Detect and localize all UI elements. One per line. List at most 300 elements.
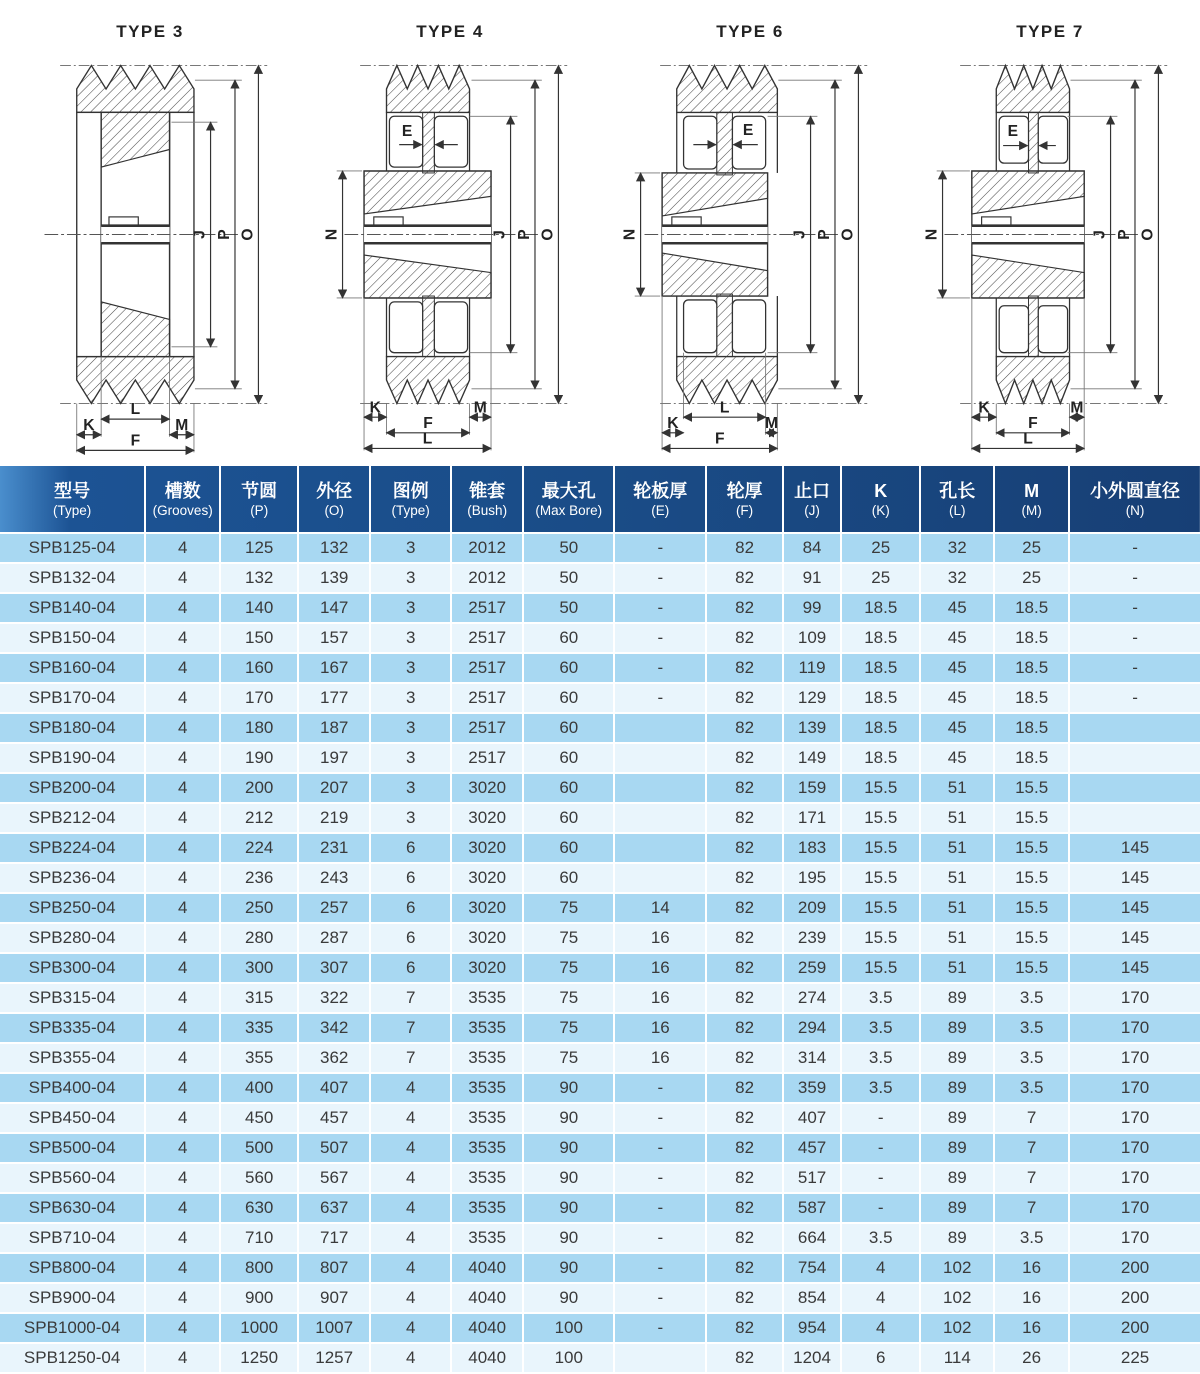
header-en: (M) xyxy=(1021,503,1042,519)
header-cell-l xyxy=(920,466,994,533)
table-cell: 177 xyxy=(298,683,370,713)
table-cell: 1000 xyxy=(220,1313,298,1343)
table-cell: 45 xyxy=(920,593,994,623)
table-cell xyxy=(1069,713,1200,743)
table-cell: 102 xyxy=(920,1253,994,1283)
spec-table-body xyxy=(0,533,1200,1373)
dim-label-J: J xyxy=(191,230,209,239)
table-cell: SPB300-04 xyxy=(0,953,145,983)
table-cell: 4040 xyxy=(451,1283,523,1313)
table-cell: 60 xyxy=(523,863,614,893)
table-cell: SPB236-04 xyxy=(0,863,145,893)
header-zh: K xyxy=(874,480,888,501)
table-cell: 342 xyxy=(298,1013,370,1043)
table-cell: 3535 xyxy=(451,1043,523,1073)
drawing-title: TYPE 3 xyxy=(116,22,184,41)
table-row xyxy=(0,1193,1200,1223)
table-cell: 18.5 xyxy=(994,653,1069,683)
table-cell: 25 xyxy=(994,533,1069,563)
table-cell: 149 xyxy=(783,743,841,773)
header-en: (E) xyxy=(651,503,670,519)
header-cell-grooves xyxy=(145,466,220,533)
dim-label-E: E xyxy=(1007,122,1019,140)
dim-label-K: K xyxy=(667,414,679,432)
table-cell: 407 xyxy=(783,1103,841,1133)
dim-label-N: N xyxy=(923,228,941,241)
table-cell: 15.5 xyxy=(841,833,920,863)
table-cell: 3020 xyxy=(451,953,523,983)
table-cell: 90 xyxy=(523,1103,614,1133)
table-cell: 754 xyxy=(783,1253,841,1283)
header-zh: 孔长 xyxy=(939,480,976,501)
table-cell: 259 xyxy=(783,953,841,983)
table-cell xyxy=(614,713,706,743)
table-cell: 51 xyxy=(920,953,994,983)
table-cell: 2517 xyxy=(451,743,523,773)
table-cell: 4 xyxy=(145,983,220,1013)
table-cell: 1250 xyxy=(220,1343,298,1373)
table-cell: 3535 xyxy=(451,1103,523,1133)
table-cell: 3535 xyxy=(451,1193,523,1223)
table-cell: 82 xyxy=(706,833,783,863)
table-cell: 170 xyxy=(1069,1073,1200,1103)
table-cell: 517 xyxy=(783,1163,841,1193)
table-cell: 1257 xyxy=(298,1343,370,1373)
table-cell: 45 xyxy=(920,683,994,713)
table-cell: 4 xyxy=(370,1253,451,1283)
table-cell: 89 xyxy=(920,1073,994,1103)
table-cell: 7 xyxy=(370,983,451,1013)
table-cell: 89 xyxy=(920,1043,994,1073)
table-cell: 82 xyxy=(706,743,783,773)
dim-label-O: O xyxy=(239,228,257,241)
table-cell: 170 xyxy=(220,683,298,713)
table-cell: 3020 xyxy=(451,773,523,803)
table-cell: 3 xyxy=(370,683,451,713)
table-cell: 4 xyxy=(370,1283,451,1313)
dim-label-M: M xyxy=(1070,399,1084,417)
table-cell: 3 xyxy=(370,593,451,623)
table-row xyxy=(0,1253,1200,1283)
table-header xyxy=(0,466,1200,533)
table-cell: 167 xyxy=(298,653,370,683)
table-cell: 3.5 xyxy=(994,1223,1069,1253)
table-cell: 100 xyxy=(523,1343,614,1373)
table-cell: 4 xyxy=(145,533,220,563)
table-cell: 18.5 xyxy=(841,743,920,773)
table-cell: 18.5 xyxy=(841,623,920,653)
dim-label-E: E xyxy=(401,122,413,140)
table-row xyxy=(0,683,1200,713)
table-cell: 2517 xyxy=(451,713,523,743)
table-row xyxy=(0,893,1200,923)
table-cell: 82 xyxy=(706,893,783,923)
table-cell: 119 xyxy=(783,653,841,683)
table-cell: 225 xyxy=(1069,1343,1200,1373)
table-cell: 170 xyxy=(1069,1013,1200,1043)
table-cell: 257 xyxy=(298,893,370,923)
dim-label-F: F xyxy=(130,432,141,450)
table-cell: 75 xyxy=(523,923,614,953)
table-cell: 82 xyxy=(706,1043,783,1073)
table-cell: 18.5 xyxy=(994,743,1069,773)
table-cell: 3 xyxy=(370,803,451,833)
table-cell: SPB190-04 xyxy=(0,743,145,773)
table-cell: SPB180-04 xyxy=(0,713,145,743)
table-cell: 314 xyxy=(783,1043,841,1073)
table-cell: SPB280-04 xyxy=(0,923,145,953)
table-cell: 82 xyxy=(706,1163,783,1193)
table-cell: 4 xyxy=(841,1283,920,1313)
table-cell: 82 xyxy=(706,1283,783,1313)
table-cell: 16 xyxy=(614,1013,706,1043)
table-cell: 75 xyxy=(523,983,614,1013)
drawing-title: TYPE 7 xyxy=(1016,22,1084,41)
table-cell: 82 xyxy=(706,653,783,683)
header-cell-n xyxy=(1069,466,1200,533)
table-cell: 90 xyxy=(523,1073,614,1103)
table-cell xyxy=(614,773,706,803)
table-cell: 195 xyxy=(783,863,841,893)
table-cell: 200 xyxy=(220,773,298,803)
table-cell: - xyxy=(614,1253,706,1283)
table-cell: 90 xyxy=(523,1163,614,1193)
table-cell: 18.5 xyxy=(841,683,920,713)
table-cell: 1007 xyxy=(298,1313,370,1343)
table-cell: 307 xyxy=(298,953,370,983)
table-cell: 82 xyxy=(706,863,783,893)
table-row xyxy=(0,533,1200,563)
table-cell: 4 xyxy=(145,563,220,593)
table-cell: SPB630-04 xyxy=(0,1193,145,1223)
table-cell: 6 xyxy=(841,1343,920,1373)
header-cell-pitch xyxy=(220,466,298,533)
table-cell: 954 xyxy=(783,1313,841,1343)
drawing-title: TYPE 6 xyxy=(716,22,784,41)
table-cell: 89 xyxy=(920,983,994,1013)
table-cell: 170 xyxy=(1069,1103,1200,1133)
table-cell: 294 xyxy=(783,1013,841,1043)
table-row xyxy=(0,923,1200,953)
table-cell: 800 xyxy=(220,1253,298,1283)
table-cell: 3 xyxy=(370,743,451,773)
table-cell: 407 xyxy=(298,1073,370,1103)
table-cell: 3.5 xyxy=(841,983,920,1013)
table-cell: 82 xyxy=(706,1193,783,1223)
table-row xyxy=(0,1163,1200,1193)
header-cell-e xyxy=(614,466,706,533)
table-cell: 89 xyxy=(920,1193,994,1223)
table-cell: 45 xyxy=(920,743,994,773)
table-cell: 15.5 xyxy=(994,893,1069,923)
table-cell: 3535 xyxy=(451,1013,523,1043)
table-cell: 145 xyxy=(1069,833,1200,863)
dim-label-E: E xyxy=(742,121,754,139)
header-zh: 外径 xyxy=(316,480,353,501)
table-row xyxy=(0,773,1200,803)
table-cell: 710 xyxy=(220,1223,298,1253)
table-cell: 171 xyxy=(783,803,841,833)
table-cell: 129 xyxy=(783,683,841,713)
table-cell: 51 xyxy=(920,863,994,893)
table-cell: 3.5 xyxy=(841,1223,920,1253)
header-en: (P) xyxy=(250,503,269,519)
table-cell: - xyxy=(614,1223,706,1253)
table-cell: 4 xyxy=(145,623,220,653)
table-cell: SPB250-04 xyxy=(0,893,145,923)
table-row xyxy=(0,623,1200,653)
dim-label-F: F xyxy=(423,414,433,432)
table-cell: 82 xyxy=(706,563,783,593)
table-cell: 45 xyxy=(920,713,994,743)
table-cell: - xyxy=(1069,623,1200,653)
table-cell: 717 xyxy=(298,1223,370,1253)
table-row xyxy=(0,563,1200,593)
table-cell: 125 xyxy=(220,533,298,563)
header-en: (Grooves) xyxy=(152,503,213,519)
table-cell: 16 xyxy=(994,1283,1069,1313)
table-cell: 75 xyxy=(523,1013,614,1043)
table-cell: 15.5 xyxy=(994,863,1069,893)
pulley-diagram xyxy=(600,44,900,466)
table-cell: 6 xyxy=(370,923,451,953)
table-cell: 89 xyxy=(920,1163,994,1193)
table-cell: 907 xyxy=(298,1283,370,1313)
table-cell: 4 xyxy=(145,893,220,923)
table-cell: 16 xyxy=(614,953,706,983)
table-cell: 500 xyxy=(220,1133,298,1163)
dim-label-M: M xyxy=(473,399,487,417)
table-cell: 362 xyxy=(298,1043,370,1073)
table-cell: SPB500-04 xyxy=(0,1133,145,1163)
drawing-canvas xyxy=(0,44,300,466)
table-cell: 209 xyxy=(783,893,841,923)
drawing-canvas xyxy=(900,44,1200,466)
table-cell: 82 xyxy=(706,593,783,623)
table-cell: 132 xyxy=(220,563,298,593)
table-cell: 6 xyxy=(370,893,451,923)
table-cell: 3.5 xyxy=(994,1073,1069,1103)
table-cell: 15.5 xyxy=(841,803,920,833)
table-cell: 82 xyxy=(706,1343,783,1373)
table-cell: 400 xyxy=(220,1073,298,1103)
table-row xyxy=(0,1103,1200,1133)
table-cell: 89 xyxy=(920,1223,994,1253)
table-row xyxy=(0,1073,1200,1103)
table-cell: 315 xyxy=(220,983,298,1013)
table-cell: 16 xyxy=(614,1043,706,1073)
header-en: (K) xyxy=(871,503,890,519)
dim-label-P: P xyxy=(516,229,534,240)
table-cell: 15.5 xyxy=(841,773,920,803)
table-cell: 207 xyxy=(298,773,370,803)
table-cell xyxy=(614,833,706,863)
dim-label-P: P xyxy=(1116,229,1134,240)
table-cell: SPB710-04 xyxy=(0,1223,145,1253)
table-cell: 4 xyxy=(145,1133,220,1163)
dim-label-F: F xyxy=(1028,414,1038,432)
table-cell: SPB450-04 xyxy=(0,1103,145,1133)
table-cell: 187 xyxy=(298,713,370,743)
table-cell: 159 xyxy=(783,773,841,803)
header-zh: 图例 xyxy=(392,480,429,501)
table-cell: 75 xyxy=(523,893,614,923)
table-cell: 75 xyxy=(523,953,614,983)
header-en: (Max Bore) xyxy=(535,503,603,519)
table-cell: 82 xyxy=(706,1133,783,1163)
table-cell: 45 xyxy=(920,623,994,653)
table-cell: 139 xyxy=(298,563,370,593)
table-cell: 4 xyxy=(841,1253,920,1283)
table-cell: 15.5 xyxy=(994,773,1069,803)
pulley-drawing-type-6 xyxy=(600,0,900,466)
table-cell: 82 xyxy=(706,683,783,713)
table-cell: 50 xyxy=(523,593,614,623)
header-zh: 槽数 xyxy=(164,480,201,501)
table-cell: 75 xyxy=(523,1043,614,1073)
table-cell: 6 xyxy=(370,833,451,863)
table-cell: - xyxy=(1069,533,1200,563)
table-cell: 102 xyxy=(920,1313,994,1343)
table-cell: 587 xyxy=(783,1193,841,1223)
pulley-drawing-type-4 xyxy=(300,0,600,466)
table-cell: 82 xyxy=(706,1103,783,1133)
table-cell: 51 xyxy=(920,893,994,923)
table-cell: SPB1250-04 xyxy=(0,1343,145,1373)
table-cell: 145 xyxy=(1069,923,1200,953)
table-cell: 157 xyxy=(298,623,370,653)
table-cell: 2517 xyxy=(451,593,523,623)
table-cell: 51 xyxy=(920,833,994,863)
table-cell: 18.5 xyxy=(841,593,920,623)
table-cell: 2517 xyxy=(451,653,523,683)
table-cell: 4 xyxy=(370,1163,451,1193)
table-cell: 15.5 xyxy=(994,953,1069,983)
table-cell: 114 xyxy=(920,1343,994,1373)
table-cell: 4 xyxy=(145,743,220,773)
table-cell: 3 xyxy=(370,533,451,563)
pulley-diagram xyxy=(0,44,300,466)
table-cell: 239 xyxy=(783,923,841,953)
table-cell: 150 xyxy=(220,623,298,653)
table-cell: 274 xyxy=(783,983,841,1013)
table-cell: 4 xyxy=(145,1253,220,1283)
table-cell: - xyxy=(614,1133,706,1163)
table-row xyxy=(0,863,1200,893)
table-cell: 82 xyxy=(706,983,783,1013)
table-cell: 50 xyxy=(523,563,614,593)
table-cell: 170 xyxy=(1069,1193,1200,1223)
table-cell: 560 xyxy=(220,1163,298,1193)
table-cell: 3.5 xyxy=(841,1013,920,1043)
dim-label-J: J xyxy=(491,230,509,239)
table-cell: 16 xyxy=(994,1253,1069,1283)
table-cell: 90 xyxy=(523,1133,614,1163)
table-cell: 854 xyxy=(783,1283,841,1313)
header-en: (F) xyxy=(735,503,754,519)
header-cell-bush xyxy=(451,466,523,533)
table-cell: 18.5 xyxy=(994,593,1069,623)
table-cell xyxy=(1069,773,1200,803)
header-en: (N) xyxy=(1125,503,1145,519)
table-cell: 3 xyxy=(370,623,451,653)
table-cell: SPB800-04 xyxy=(0,1253,145,1283)
table-row xyxy=(0,1313,1200,1343)
table-cell: 807 xyxy=(298,1253,370,1283)
table-cell: 16 xyxy=(994,1313,1069,1343)
table-row xyxy=(0,593,1200,623)
table-cell: 60 xyxy=(523,743,614,773)
table-cell: - xyxy=(841,1103,920,1133)
table-cell xyxy=(1069,743,1200,773)
table-cell: SPB150-04 xyxy=(0,623,145,653)
table-row xyxy=(0,713,1200,743)
table-cell: - xyxy=(614,1283,706,1313)
table-cell: 15.5 xyxy=(841,863,920,893)
table-cell: 60 xyxy=(523,803,614,833)
table-cell: - xyxy=(1069,593,1200,623)
table-cell xyxy=(614,863,706,893)
table-cell: 3.5 xyxy=(994,1043,1069,1073)
table-cell: 4 xyxy=(145,713,220,743)
table-cell: 82 xyxy=(706,1253,783,1283)
table-cell: 7 xyxy=(370,1043,451,1073)
table-cell: 15.5 xyxy=(994,803,1069,833)
table-cell: 45 xyxy=(920,653,994,683)
table-cell: 3 xyxy=(370,713,451,743)
table-cell: 457 xyxy=(298,1103,370,1133)
table-cell: - xyxy=(1069,683,1200,713)
table-cell: - xyxy=(614,1313,706,1343)
table-cell: 3020 xyxy=(451,833,523,863)
table-cell: 32 xyxy=(920,533,994,563)
table-cell: 82 xyxy=(706,713,783,743)
header-cell-outer xyxy=(298,466,370,533)
header-cell-k xyxy=(841,466,920,533)
table-cell: 664 xyxy=(783,1223,841,1253)
dim-label-O: O xyxy=(539,228,557,241)
table-cell: 6 xyxy=(370,863,451,893)
dim-label-O: O xyxy=(839,228,857,241)
table-cell: 82 xyxy=(706,953,783,983)
dim-label-L: L xyxy=(130,401,141,419)
dim-label-K: K xyxy=(83,416,95,434)
header-zh: M xyxy=(1024,480,1040,501)
table-cell: 170 xyxy=(1069,1223,1200,1253)
header-zh: 轮板厚 xyxy=(633,480,688,501)
table-cell: 567 xyxy=(298,1163,370,1193)
table-cell: 3.5 xyxy=(994,983,1069,1013)
table-cell: 3535 xyxy=(451,1073,523,1103)
table-cell: 170 xyxy=(1069,983,1200,1013)
table-cell: SPB335-04 xyxy=(0,1013,145,1043)
table-cell: 50 xyxy=(523,533,614,563)
table-cell: 18.5 xyxy=(994,713,1069,743)
table-cell: 7 xyxy=(370,1013,451,1043)
table-cell: - xyxy=(1069,653,1200,683)
table-cell: 18.5 xyxy=(841,653,920,683)
header-en: (O) xyxy=(324,503,344,519)
dim-label-F: F xyxy=(714,430,725,448)
table-cell: 231 xyxy=(298,833,370,863)
table-cell: - xyxy=(614,593,706,623)
dim-label-J: J xyxy=(791,230,809,239)
table-cell: 51 xyxy=(920,923,994,953)
table-cell: SPB212-04 xyxy=(0,803,145,833)
table-cell: 1204 xyxy=(783,1343,841,1373)
table-cell: 4 xyxy=(370,1103,451,1133)
table-cell: 82 xyxy=(706,1223,783,1253)
